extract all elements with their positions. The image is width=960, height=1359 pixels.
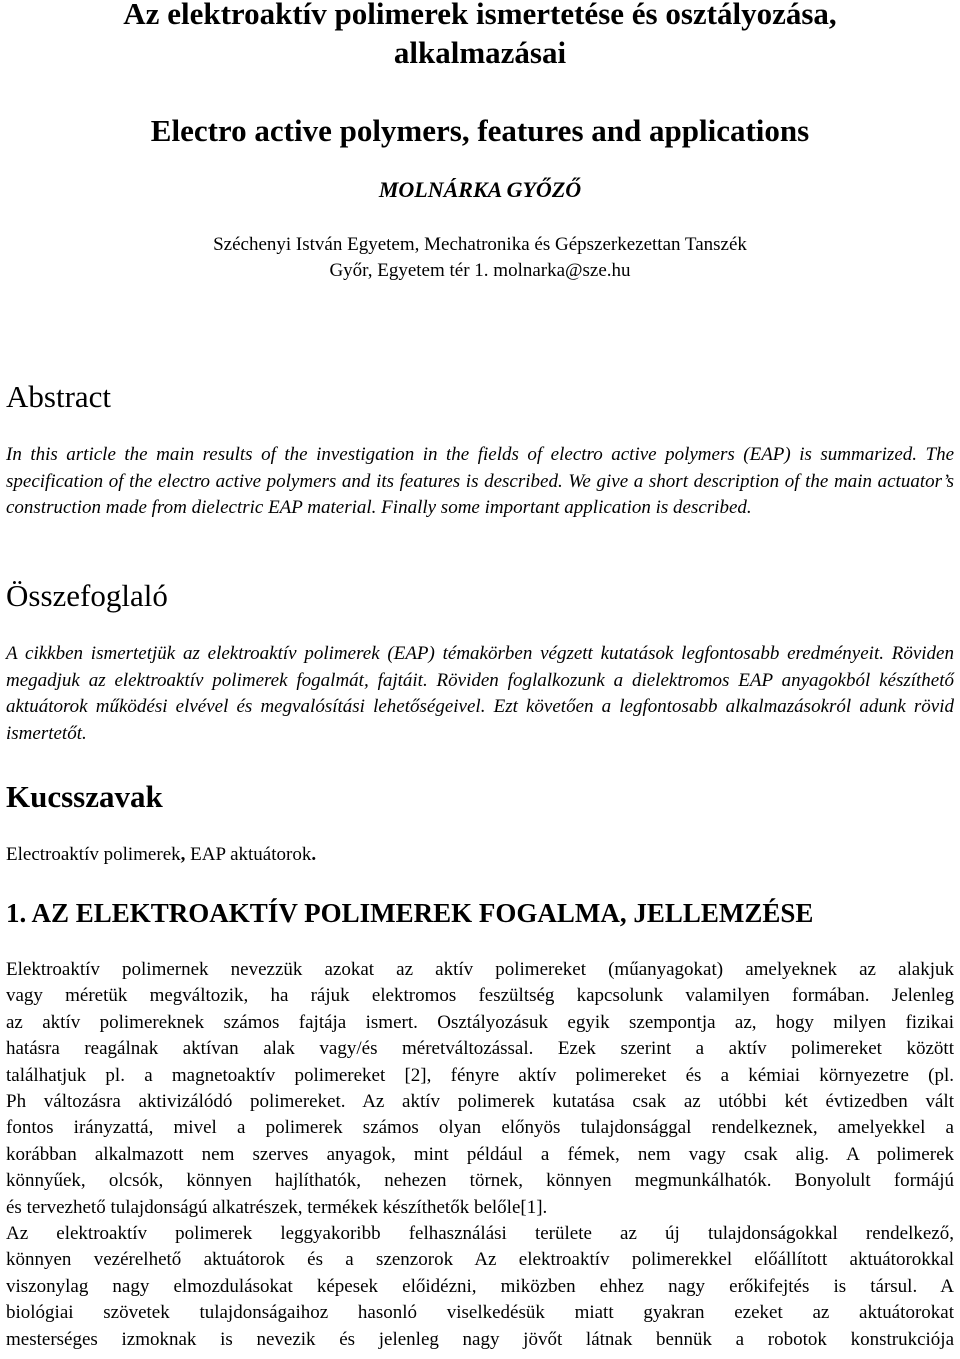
body-line: könnyűek, olcsók, könnyen hajlíthatók, nehezen törnek, könnyen megmunkálhatók. Bonyolult formájú [6, 1170, 954, 1192]
body-line: viszonylag nagy elmozdulásokat képesek előidézni, miközben ehhez nagy erőkifejtés is társul. A [6, 1275, 954, 1297]
affiliation-line-1: Széchenyi István Egyetem, Mechatronika és Gépszerkezettan Tanszék [213, 234, 747, 255]
keywords-heading: Kucsszavak [6, 779, 163, 814]
body-line: hatásra reagálnak aktívan alak vagy/és méretváltozással. Ezek szerint a aktív polimereket között [6, 1038, 954, 1060]
keyword-1: Electroaktív polimerek [6, 844, 181, 865]
author-affiliation [0, 232, 960, 284]
keywords-line [6, 842, 316, 868]
body-text [6, 957, 954, 1353]
title-hungarian-line-2: alkalmazásai [393, 35, 567, 70]
body-line: mesterséges izmoknak is nevezik és jelenleg nagy jövőt látnak bennük a robotok konstrukciója [6, 1328, 954, 1350]
body-line: az aktív polimereknek számos fajtája ismert. Osztályozásuk egyik szempontja az, hogy milyen fizikai [6, 1011, 954, 1033]
body-line: fontos irányzattá, mivel a polimerek számos olyan előnyös tulajdonsággal rendelkeznek, amelyekkel a [6, 1117, 954, 1139]
body-line: vagy méretük megváltozik, ha rájuk elektromos feszültség kapcsolunk valamilyen formában. Jelenleg [6, 985, 954, 1007]
abstract-heading: Abstract [6, 379, 112, 414]
body-line: könnyen vezérelhető aktuátorok és a szenzorok Az elektroaktív polimerekkel előállított aktuátorokkal [6, 1249, 954, 1271]
keyword-separator: , [180, 844, 191, 865]
body-line: Elektroaktív polimernek nevezzük azokat az aktív polimereket (műanyagokat) amelyeknek az alakjuk [6, 959, 954, 980]
body-line: és tervezhető tulajdonságú alkatrészek, termékek készíthetők belőle[1]. [6, 1196, 548, 1218]
keyword-2: EAP aktuátorok [190, 844, 312, 865]
title-english: Electro active polymers, features and applications [150, 113, 810, 148]
author-name: MOLNÁRKA GYŐZŐ [378, 177, 582, 202]
body-line: találhatjuk pl. a magnetoaktív polimereket [2], fényre aktív polimereket és a kémiai környezetre (pl. [6, 1064, 954, 1086]
osszefoglalo-text: A cikkben ismertetjük az elektroaktív polimerek (EAP) témakörben végzett kutatások legfontosabb eredményeit. Röviden megadjuk az elektroaktív polimerek fogalmát, fajtáit. Röviden foglalkozunk a dielektromos EAP anyagokból készíthető aktuátorok működési elvével és megvalósítási lehetőségeivel. Ezt követően a legfontosabb alkalmazásokról adunk rövid ismertetőt. [6, 643, 954, 745]
keyword-end: . [311, 844, 317, 865]
title-hungarian-line-1: Az elektroaktív polimerek ismertetése és osztályozása, [123, 0, 837, 31]
body-line: Ph változásra aktivizálódó polimereket. Az aktív polimerek kutatása csak az utóbbi két évtizedben vált [6, 1091, 954, 1113]
chapter-heading: 1. AZ ELEKTROAKTÍV POLIMEREK FOGALMA, JELLEMZÉSE [6, 898, 814, 928]
osszefoglalo-heading: Összefoglaló [6, 578, 168, 613]
body-line: biológiai szövetek tulajdonságaihoz hasonló viselkedésük miatt gyakran ezeket az aktuátorokat [6, 1302, 954, 1324]
affiliation-line-2: Győr, Egyetem tér 1. molnarka@sze.hu [329, 260, 631, 281]
body-line: korábban alkalmazott nem szerves anyagok, mint például a fémek, nem vagy csak alig. A polimerek [6, 1143, 954, 1165]
body-line: Az elektroaktív polimerek leggyakoribb felhasználási területe az új tulajdonságokkal rendelkező, [6, 1223, 954, 1245]
title-hungarian [0, 0, 960, 72]
abstract-text: In this article the main results of the investigation in the fields of electro active polymers (EAP) is summarized. The specification of the electro active polymers and its features is described. We give a short description of the main actuator’s construction made from dielectric EAP material. Finally some important application is described. [6, 444, 954, 519]
